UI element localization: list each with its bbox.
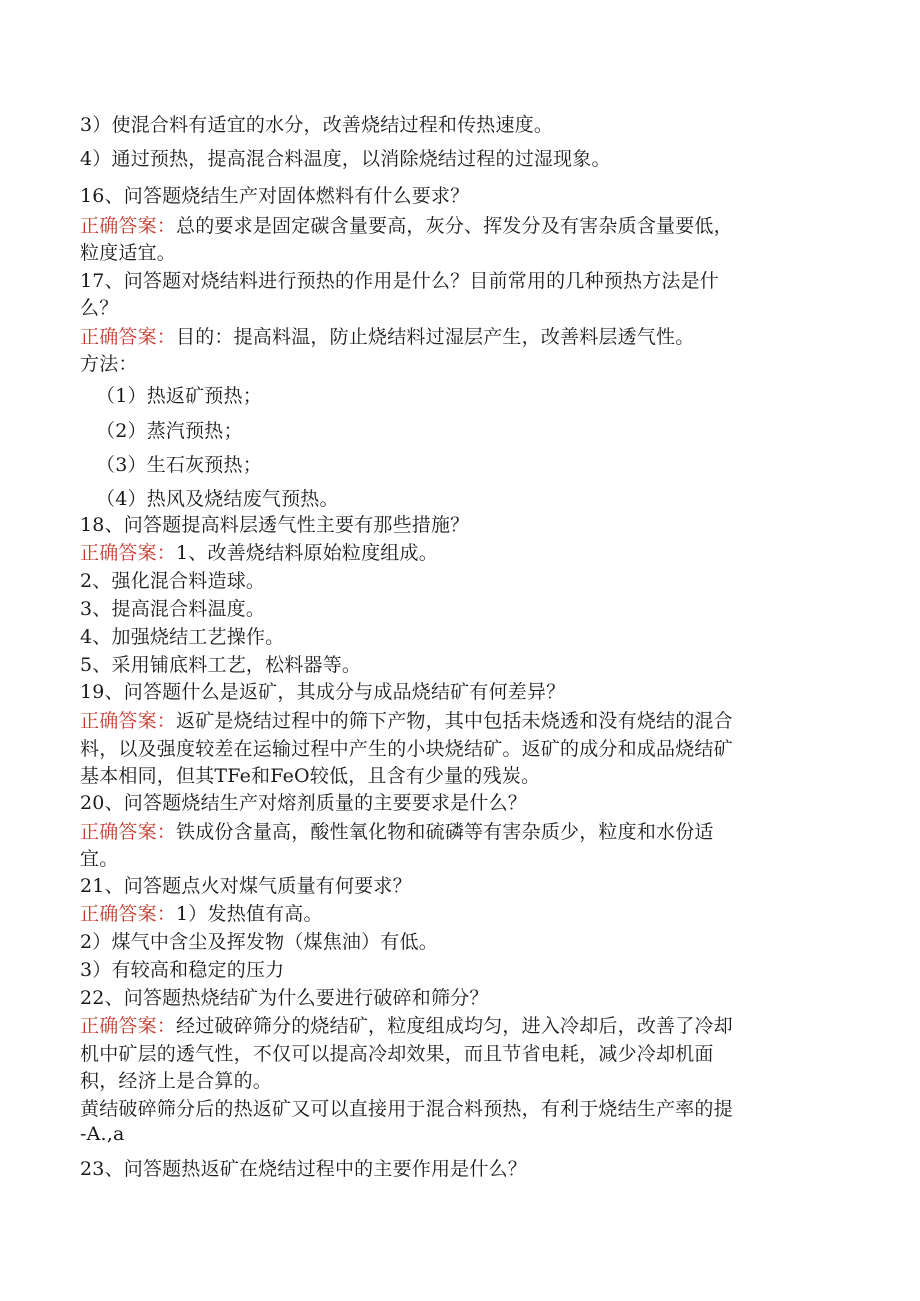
answer-text: 1、改善烧结料原始粒度组成。 [176,542,438,564]
answer-line: 3）使混合料有适宜的水分，改善烧结过程和传热速度。 [80,114,554,136]
question-22: 22、问答题热烧结矿为什么要进行破碎和筛分？ [80,987,489,1009]
answer-22-line: -A.,a [80,1123,125,1145]
answer-text: 返矿是烧结过程中的筛下产物，其中包括未烧透和没有烧结的混合 [176,710,733,732]
question-20: 20、问答题烧结生产对熔剂质量的主要要求是什么？ [80,792,527,814]
question-18: 18、问答题提高料层透气性主要有那些措施？ [80,514,470,536]
question-21: 21、问答题点火对煤气质量有何要求？ [80,875,412,897]
answer-label: 正确答案： [80,542,177,564]
answer-text: 目的：提高料温，防止烧结料过湿层产生，改善料层透气性。 [176,326,695,348]
question-16: 16、问答题烧结生产对固体燃料有什么要求？ [80,185,470,207]
answer-18-line [80,541,438,565]
question-23: 23、问答题热返矿在烧结过程中的主要作用是什么？ [80,1158,527,1180]
answer-label: 正确答案： [80,215,177,237]
answer-label: 正确答案： [80,821,177,843]
answer-line: 4）通过预热，提高混合料温度，以消除烧结过程的过湿现象。 [80,148,611,170]
answer-item: 3、提高混合料温度。 [80,598,266,620]
answer-label: 正确答案： [80,326,177,348]
answer-19-line: 料，以及强度较差在运输过程中产生的小块烧结矿。返矿的成分和成品烧结矿 [80,738,733,760]
answer-20-line [80,820,714,844]
answer-item: 3）有较高和稳定的压力 [80,959,285,981]
answer-16-line: 粒度适宜。 [80,242,177,264]
answer-22-line: 积，经济上是合算的。 [80,1070,273,1092]
answer-item: 4、加强烧结工艺操作。 [80,626,285,648]
answer-21-line [80,902,323,926]
answer-22-line [80,1014,733,1038]
answer-text: 经过破碎筛分的烧结矿，粒度组成均匀，进入冷却后，改善了冷却 [176,1015,733,1037]
question-17: 17、问答题对烧结料进行预热的作用是什么？目前常用的几种预热方法是什 [80,270,719,292]
answer-17-line [80,325,694,349]
method-item: （3）生石灰预热； [96,454,262,476]
answer-item: 5、采用铺底料工艺，松料器等。 [80,654,362,676]
answer-text: 铁成份含量高，酸性氧化物和硫磷等有害杂质少，粒度和水份适 [176,821,714,843]
answer-item: 2、强化混合料造球。 [80,570,266,592]
method-item: （2）蒸汽预热； [96,420,243,442]
answer-20-line: 宜。 [80,848,119,870]
answer-22-line: 机中矿层的透气性，不仅可以提高冷却效果，而且节省电耗，减少冷却机面 [80,1043,714,1065]
answer-19-line: 基本相同，但其TFe和FeO较低，且含有少量的残炭。 [80,765,541,787]
answer-22-line: 黄结破碎筛分后的热返矿又可以直接用于混合料预热，有利于烧结生产率的提 [80,1098,733,1120]
answer-text: 总的要求是固定碳含量要高，灰分、挥发分及有害杂质含量要低， [176,215,733,237]
answer-17-line: 方法： [80,353,138,375]
answer-19-line [80,709,733,733]
answer-text: 1）发热值有高。 [176,903,323,925]
method-item: （1）热返矿预热； [96,385,262,407]
answer-label: 正确答案： [80,903,177,925]
question-17-cont: 么？ [80,297,119,319]
answer-label: 正确答案： [80,1015,177,1037]
answer-item: 2）煤气中含尘及挥发物（煤焦油）有低。 [80,931,438,953]
question-19: 19、问答题什么是返矿，其成分与成品烧结矿有何差异？ [80,681,566,703]
method-item: （4）热风及烧结废气预热。 [96,488,339,510]
answer-16-line [80,214,733,238]
answer-label: 正确答案： [80,710,177,732]
